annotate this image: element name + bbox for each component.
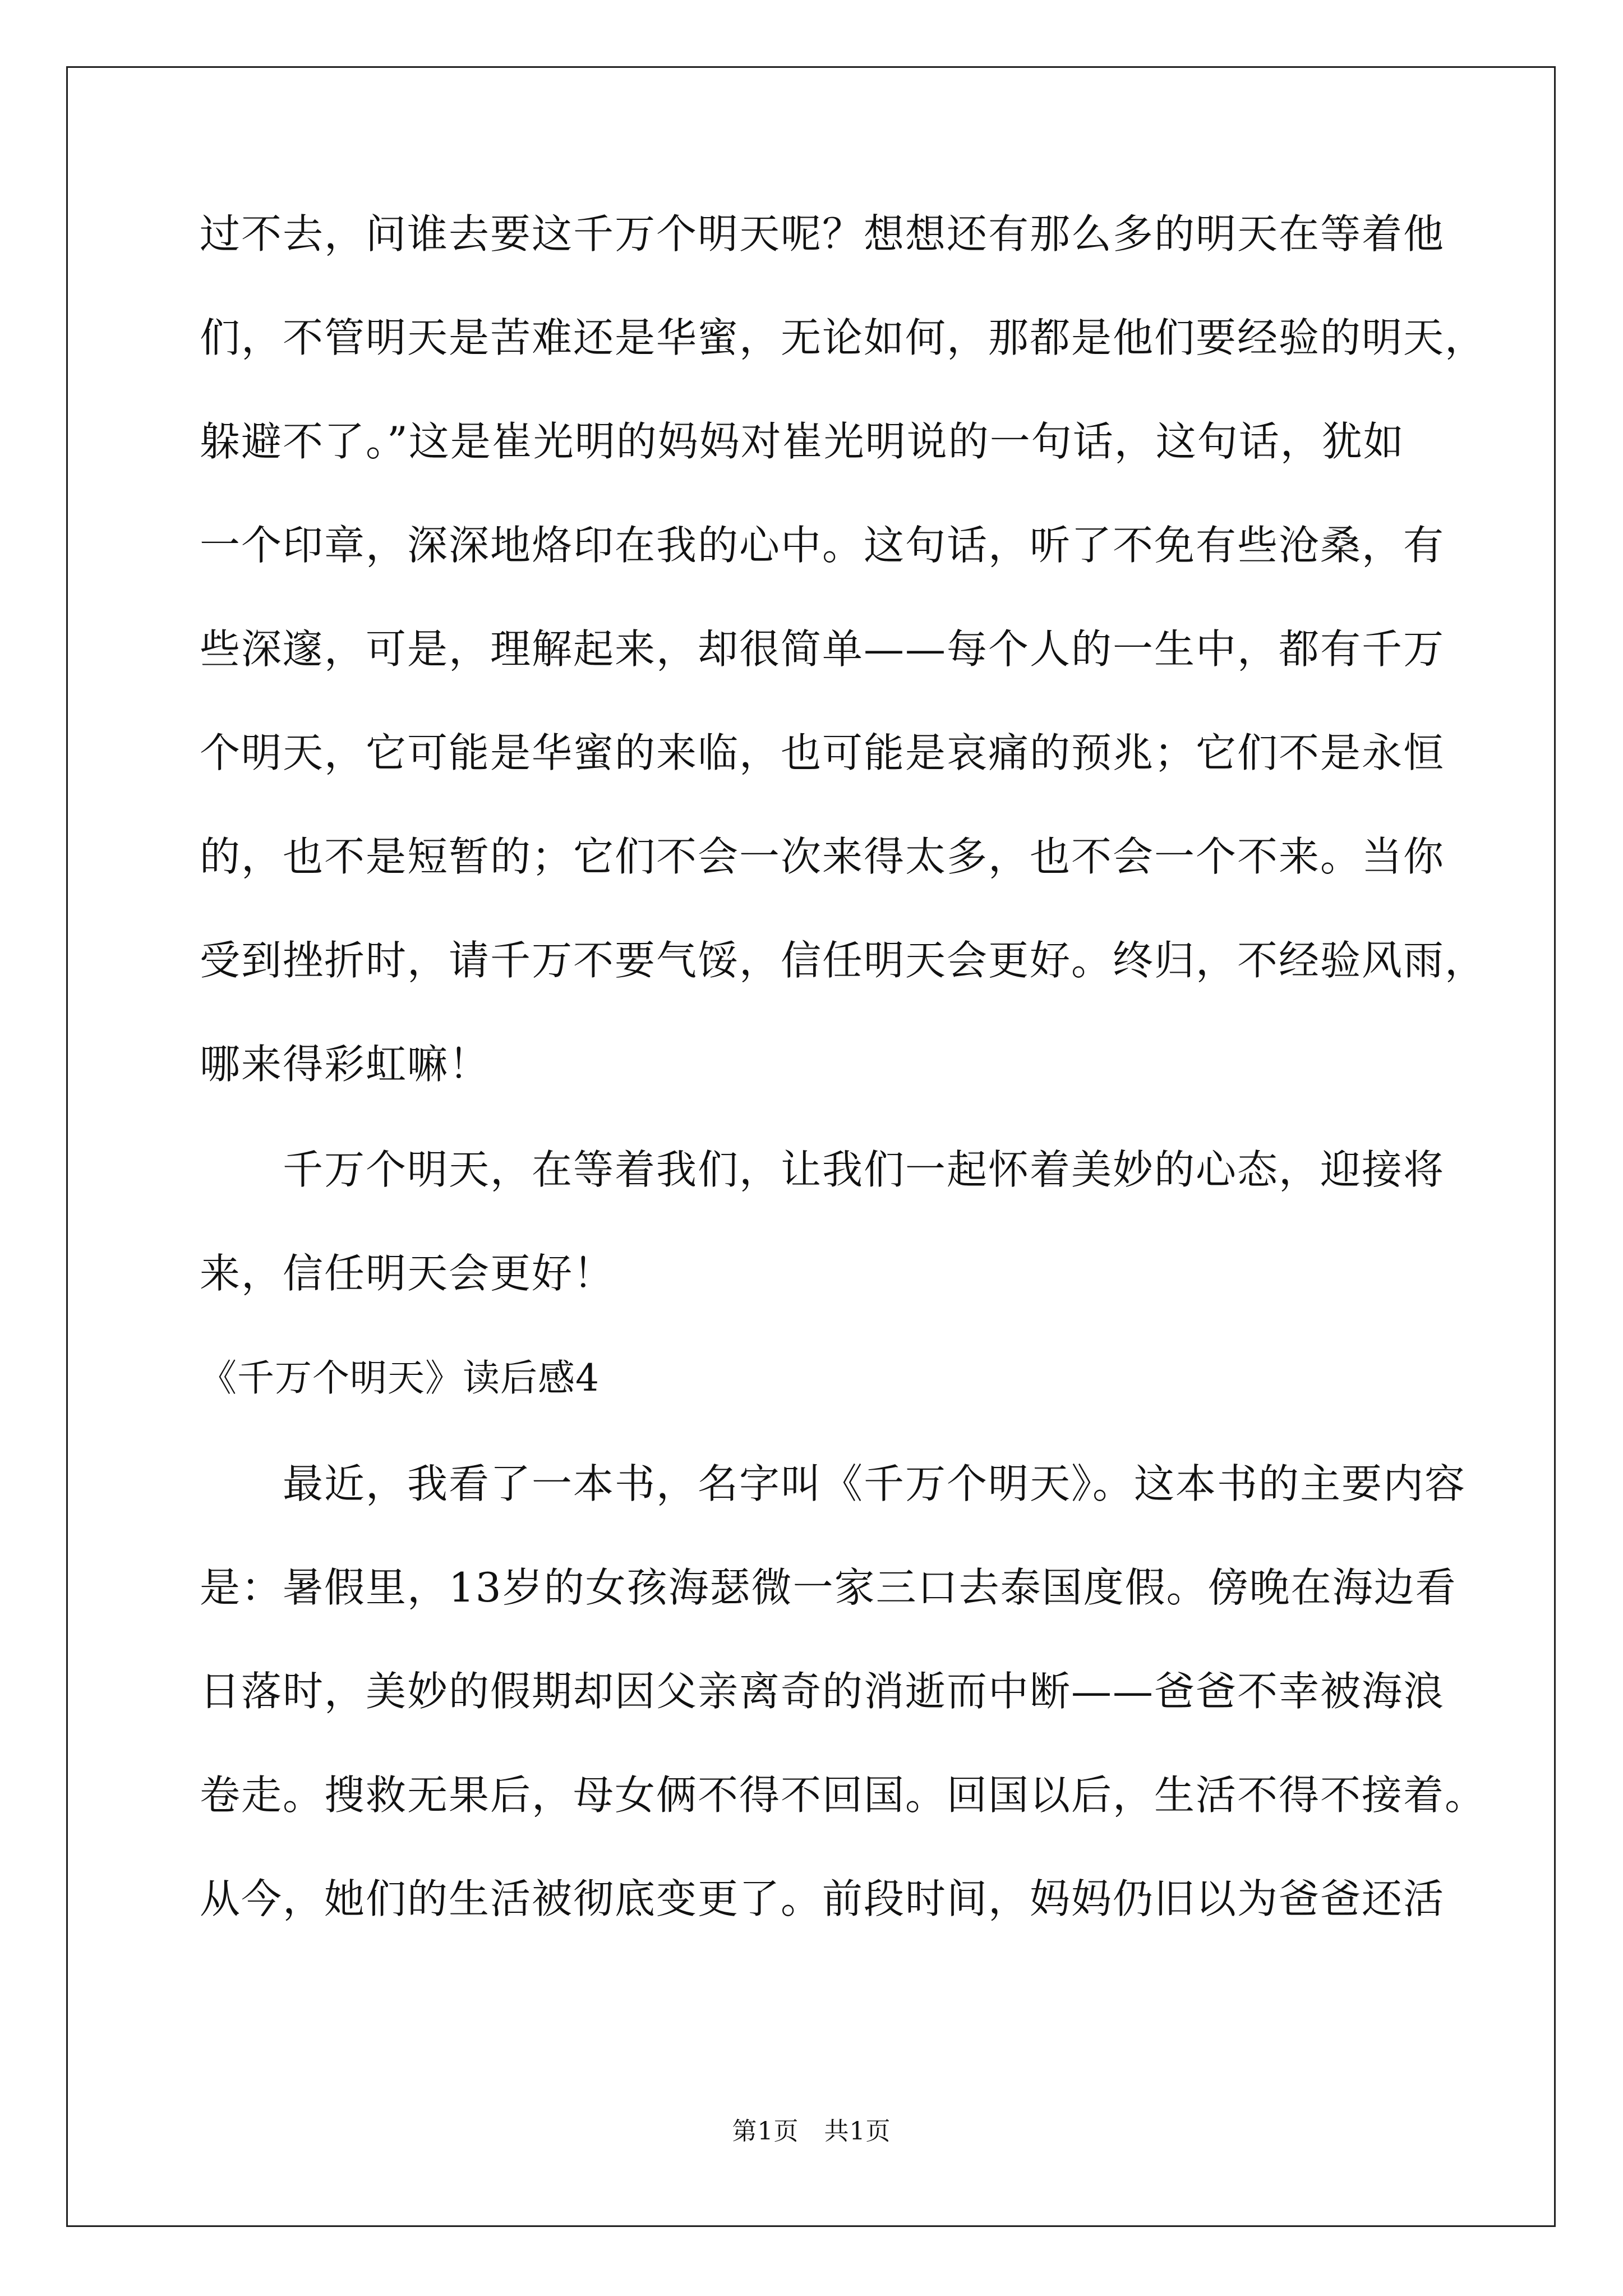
text-line: 哪来得彩虹嘛！ [200, 1041, 491, 1088]
text-line: 们，不管明天是苦难还是华蜜，无论如何，那都是他们要经验的明天， [200, 314, 1487, 361]
text-line: 过不去，问谁去要这千万个明天呢？想想还有那么多的明天在等着他 [200, 210, 1445, 257]
text-line: 个明天，它可能是华蜜的来临，也可能是哀痛的预兆；它们不是永恒 [200, 729, 1445, 776]
text-line: 受到挫折时，请千万不要气馁，信任明天会更好。终归，不经验风雨， [200, 937, 1487, 984]
paragraph-start-line: 千万个明天，在等着我们，让我们一起怀着美妙的心态，迎接将 [283, 1146, 1445, 1193]
text-line: 是：暑假里，13岁的女孩海瑟微一家三口去泰国度假。傍晚在海边看 [200, 1564, 1457, 1611]
text-line: 一个印章，深深地烙印在我的心中。这句话，听了不免有些沧桑，有 [200, 522, 1445, 569]
text-line: 躲避不了。”这是崔光明的妈妈对崔光明说的一句话，这句话，犹如 [200, 418, 1405, 465]
text-line: 卷走。搜救无果后，母女俩不得不回国。回国以后，生活不得不接着。 [200, 1772, 1487, 1819]
text-line: 的，也不是短暂的；它们不会一次来得太多，也不会一个不来。当你 [200, 833, 1445, 880]
text-line: 来，信任明天会更好！ [200, 1250, 615, 1297]
text-line: 从今，她们的生活被彻底变更了。前段时间，妈妈仍旧以为爸爸还活 [200, 1875, 1445, 1922]
page-footer: 第1页 共1页 [732, 2117, 891, 2146]
section-heading: 《千万个明天》读后感4 [200, 1356, 600, 1400]
text-line: 些深邃，可是，理解起来，却很简单——每个人的一生中，都有千万 [200, 625, 1445, 673]
text-line: 日落时，美妙的假期却因父亲离奇的消逝而中断——爸爸不幸被海浪 [200, 1668, 1445, 1715]
paragraph-start-line: 最近，我看了一本书，名字叫《千万个明天》。这本书的主要内容 [283, 1460, 1467, 1507]
